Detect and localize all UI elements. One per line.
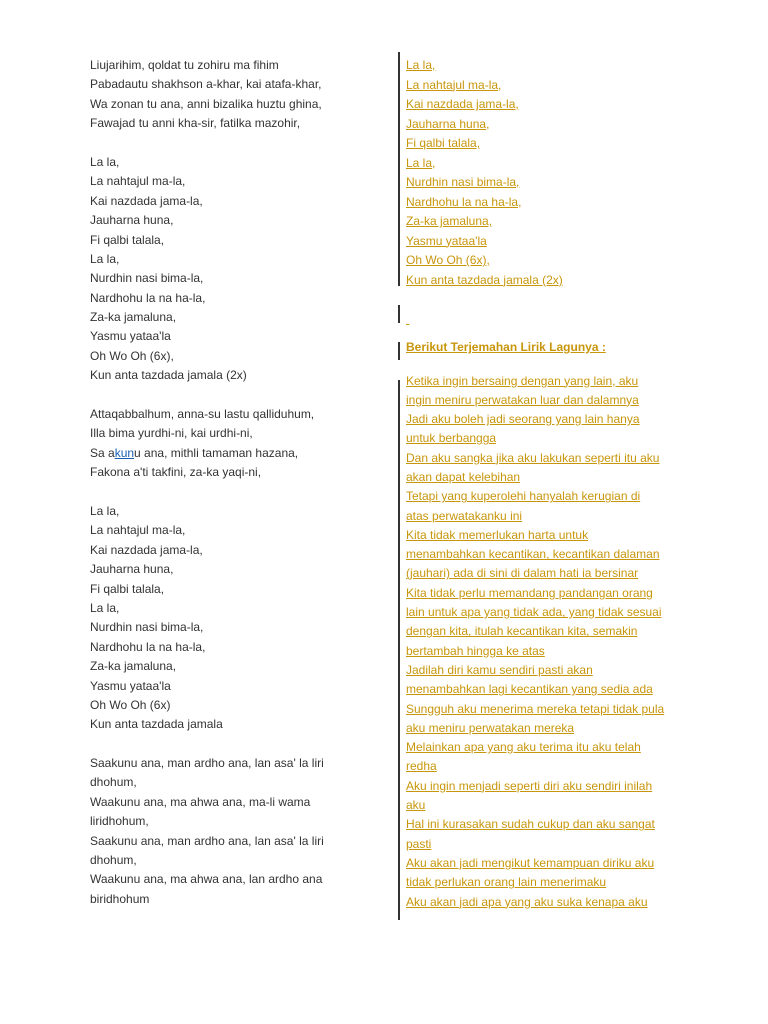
lyric-line: Waakunu ana, ma ahwa ana, ma-li wama bbox=[90, 794, 311, 809]
lyric-line: Nurdhin nasi bima-la, bbox=[90, 620, 204, 635]
translation-link[interactable]: atas perwatakanku ini bbox=[406, 508, 523, 523]
lyric-line: Fakona a'ti takfini, za-ka yaqi-ni, bbox=[90, 465, 262, 480]
translation-link[interactable]: lain untuk apa yang tidak ada, yang tidak sesuai bbox=[406, 605, 662, 620]
translation-link[interactable]: Jadi aku boleh jadi seorang yang lain hanya bbox=[406, 412, 640, 427]
lyric-line: Fi qalbi talala, bbox=[90, 232, 165, 247]
lyric-link[interactable]: Nurdhin nasi bima-la, bbox=[406, 175, 520, 189]
lyric-line: Fi qalbi talala, bbox=[90, 581, 165, 596]
translation-link[interactable]: Ketika ingin bersaing dengan yang lain, aku bbox=[406, 373, 639, 388]
lyric-line: Saakunu ana, man ardho ana, lan asa' la liri bbox=[90, 833, 324, 848]
translation-link[interactable]: Tetapi yang kuperolehi hanyalah kerugian di bbox=[406, 489, 641, 504]
verse-1 bbox=[90, 56, 350, 134]
lyric-link[interactable]: Fi qalbi talala, bbox=[406, 136, 481, 150]
lyric-line: Saakunu ana, man ardho ana, lan asa' la liri bbox=[90, 756, 324, 771]
lyric-line: Za-ka jamaluna, bbox=[90, 659, 177, 674]
column-divider bbox=[398, 305, 400, 323]
translation-link[interactable]: Aku akan jadi mengikut kemampuan diriku aku bbox=[406, 855, 655, 870]
lyric-text: Sa a bbox=[90, 445, 115, 460]
translation-link[interactable]: Kita tidak memerlukan harta untuk bbox=[406, 527, 589, 542]
lyric-line: Jauharna huna, bbox=[90, 562, 174, 577]
lyric-line: biridhohum bbox=[90, 891, 150, 906]
lyric-line: Kai nazdada jama-la, bbox=[90, 193, 203, 208]
lyric-link[interactable]: Jauharna huna, bbox=[406, 116, 490, 131]
translation-link[interactable]: Kita tidak perlu memandang pandangan orang bbox=[406, 585, 653, 600]
translation-link[interactable]: akan dapat kelebihan bbox=[406, 469, 521, 484]
translation-heading: Berikut Terjemahan Lirik Lagunya : bbox=[406, 340, 606, 354]
translation-link[interactable]: Sungguh aku menerima mereka tetapi tidak pula bbox=[406, 701, 665, 716]
lyric-line: Jauharna huna, bbox=[90, 213, 174, 228]
outro bbox=[90, 754, 350, 909]
lyric-line: La la, bbox=[90, 503, 120, 518]
lyric-link[interactable]: La la, bbox=[406, 155, 436, 170]
translation-link[interactable]: ingin meniru perwatakan luar dan dalamnya bbox=[406, 392, 639, 407]
lyric-line: Nardhohu la na ha-la, bbox=[90, 639, 206, 654]
inline-link[interactable]: kun bbox=[114, 445, 135, 460]
chorus-1 bbox=[90, 153, 350, 386]
translation-link[interactable]: Hal ini kurasakan sudah cukup dan aku sangat bbox=[406, 817, 655, 832]
lyric-line: Attaqabbalhum, anna-su lastu qalliduhum, bbox=[90, 407, 315, 422]
lyrics-column-left bbox=[90, 56, 350, 909]
empty-link[interactable] bbox=[406, 310, 412, 330]
lyric-line: Pabadautu shakhson a-khar, kai atafa-khar, bbox=[90, 77, 322, 92]
lyric-text: u ana, mithli tamaman hazana, bbox=[134, 445, 299, 460]
lyric-link[interactable]: La nahtajul ma-la, bbox=[406, 77, 502, 92]
translation-link[interactable]: bertambah hingga ke atas bbox=[406, 643, 545, 658]
column-divider bbox=[398, 52, 400, 286]
translation-link[interactable]: menambahkan lagi kecantikan yang sedia ada bbox=[406, 682, 653, 697]
lyric-line: Oh Wo Oh (6x), bbox=[90, 348, 174, 363]
translation-block bbox=[406, 372, 696, 912]
lyric-link[interactable]: La la, bbox=[406, 58, 436, 72]
translation-link[interactable]: redha bbox=[406, 759, 437, 774]
translation-link[interactable]: aku bbox=[406, 798, 426, 813]
lyric-link[interactable]: Oh Wo Oh (6x), bbox=[406, 253, 490, 267]
column-divider bbox=[398, 342, 400, 360]
lyric-line: Yasmu yataa'la bbox=[90, 678, 171, 693]
translation-link[interactable]: dengan kita, itulah kecantikan kita, semakin bbox=[406, 624, 638, 639]
lyric-line: Kun anta tazdada jamala (2x) bbox=[90, 368, 247, 383]
lyric-link[interactable]: Yasmu yataa'la bbox=[406, 233, 487, 248]
translation-link[interactable]: menambahkan kecantikan, kecantikan dalaman bbox=[406, 547, 660, 562]
lyric-line: Illa bima yurdhi-ni, kai urdhi-ni, bbox=[90, 426, 253, 441]
lyric-line: La nahtajul ma-la, bbox=[90, 523, 186, 538]
lyric-line: Oh Wo Oh (6x) bbox=[90, 697, 171, 712]
lyric-link[interactable]: Nardhohu la na ha-la, bbox=[406, 194, 522, 209]
lyric-line: Fawajad tu anni kha-sir, fatilka mazohir, bbox=[90, 116, 301, 131]
lyric-line bbox=[90, 444, 350, 463]
translation-link[interactable]: aku meniru perwatakan mereka bbox=[406, 720, 575, 735]
verse-2 bbox=[90, 405, 350, 483]
lyrics-column-right bbox=[406, 56, 696, 912]
translation-link[interactable]: Aku akan jadi apa yang aku suka kenapa aku bbox=[406, 894, 648, 909]
lyric-line: Yasmu yataa'la bbox=[90, 329, 171, 344]
chorus-right bbox=[406, 56, 696, 290]
lyric-link[interactable]: Za-ka jamaluna, bbox=[406, 214, 493, 228]
lyric-line: Kai nazdada jama-la, bbox=[90, 542, 203, 557]
translation-link[interactable]: Jadilah diri kamu sendiri pasti akan bbox=[406, 662, 593, 677]
lyric-line: Waakunu ana, ma ahwa ana, lan ardho ana bbox=[90, 872, 323, 887]
chorus-2 bbox=[90, 502, 350, 735]
column-divider bbox=[398, 380, 400, 920]
lyric-line: Nardhohu la na ha-la, bbox=[90, 290, 206, 305]
translation-link[interactable]: (jauhari) ada di sini di dalam hati ia bersinar bbox=[406, 566, 639, 581]
translation-link[interactable]: Melainkan apa yang aku terima itu aku telah bbox=[406, 740, 641, 755]
translation-link[interactable]: tidak perlukan orang lain menerimaku bbox=[406, 875, 607, 890]
lyric-line: La nahtajul ma-la, bbox=[90, 174, 186, 189]
lyric-line: Wa zonan tu ana, anni bizalika huztu ghina, bbox=[90, 96, 322, 111]
lyric-line: Liujarihim, qoldat tu zohiru ma fihim bbox=[90, 58, 279, 72]
lyric-line: Nurdhin nasi bima-la, bbox=[90, 271, 204, 286]
lyric-line: liridhohum, bbox=[90, 814, 149, 829]
translation-link[interactable]: pasti bbox=[406, 836, 432, 851]
lyric-line: Kun anta tazdada jamala bbox=[90, 717, 223, 732]
translation-link[interactable]: Aku ingin menjadi seperti diri aku sendiri inilah bbox=[406, 778, 653, 793]
lyric-line: dhohum, bbox=[90, 775, 137, 790]
lyric-line: La la, bbox=[90, 251, 120, 266]
lyric-line: La la, bbox=[90, 600, 120, 615]
lyric-link[interactable]: Kun anta tazdada jamala (2x) bbox=[406, 272, 563, 287]
lyric-line: La la, bbox=[90, 154, 120, 169]
lyric-link[interactable]: Kai nazdada jama-la, bbox=[406, 97, 519, 111]
translation-link[interactable]: Dan aku sangka jika aku lakukan seperti itu aku bbox=[406, 450, 660, 465]
lyric-line: Za-ka jamaluna, bbox=[90, 310, 177, 325]
lyric-line: dhohum, bbox=[90, 853, 137, 868]
translation-link[interactable]: untuk berbangga bbox=[406, 431, 497, 446]
